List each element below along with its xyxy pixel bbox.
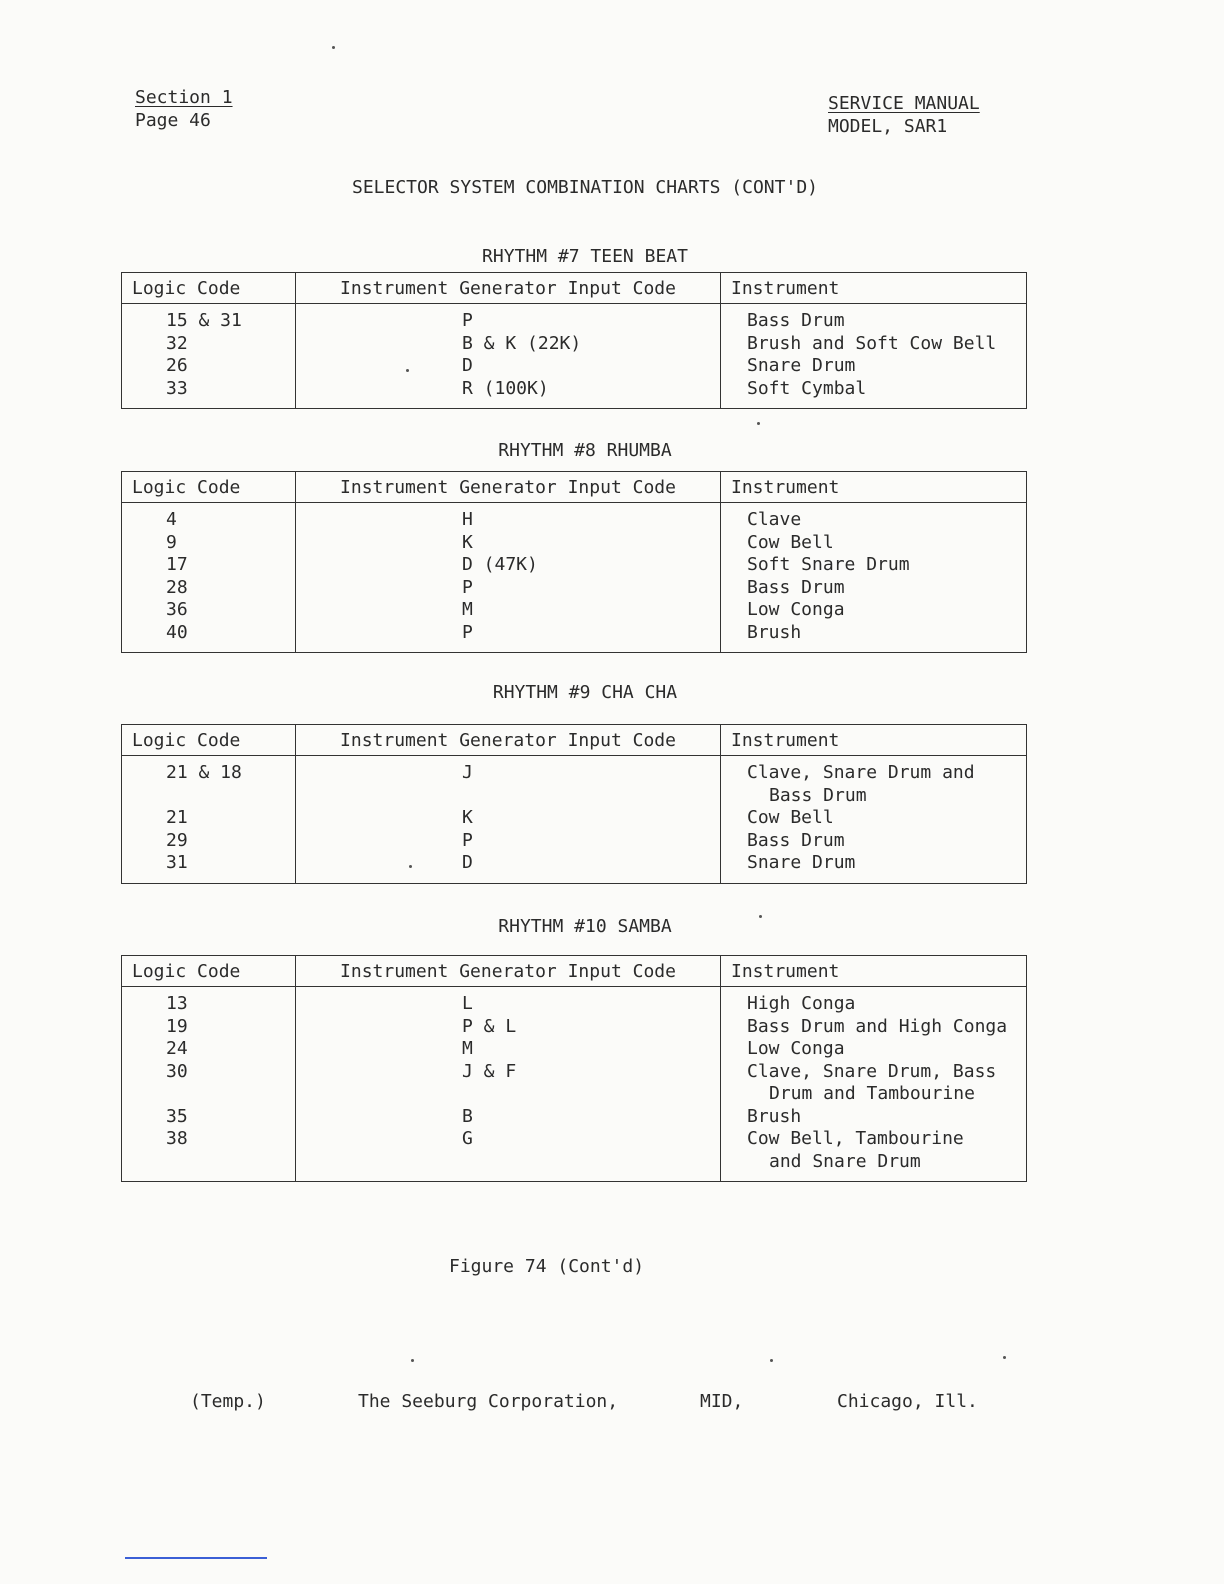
logic-code-value: 17 [166, 554, 188, 575]
row-spacer [166, 1083, 295, 1106]
input-code-value: P [462, 829, 473, 851]
scan-speck [411, 1359, 414, 1362]
combination-chart-table [121, 471, 1027, 653]
input-code-value: D [462, 852, 473, 873]
input-code-column [296, 304, 721, 409]
row-spacer [462, 785, 720, 808]
chart-row [122, 503, 1027, 653]
logic-code-value: 35 [166, 1105, 188, 1127]
instrument-value: Cow Bell, Tambourine [747, 1128, 964, 1149]
manual-header [828, 92, 980, 138]
chart-body [122, 987, 1027, 1182]
logic-code-value: 38 [166, 1128, 188, 1149]
header-instrument: Instrument [721, 725, 1027, 756]
input-code-value: J [462, 762, 473, 783]
input-code-value: M [462, 1038, 473, 1059]
logic-code-value: 31 [166, 852, 188, 873]
scan-speck [409, 865, 412, 868]
logic-code-column [122, 756, 296, 884]
logic-code-value: 40 [166, 621, 188, 643]
header-input-code: Instrument Generator Input Code [296, 956, 721, 987]
instrument-value: and Snare Drum [769, 1150, 921, 1172]
instrument-value: Clave, Snare Drum and [747, 762, 975, 783]
instrument-column [721, 987, 1027, 1182]
instrument-value: Snare Drum [747, 852, 856, 873]
section-header [135, 86, 233, 132]
input-code-value: P [462, 576, 473, 598]
instrument-value: Snare Drum [747, 355, 856, 376]
input-code-value: G [462, 1128, 473, 1149]
instrument-value: Brush and Soft Cow Bell [747, 332, 997, 354]
header-input-code: Instrument Generator Input Code [296, 472, 721, 503]
instrument-value: Brush [747, 621, 802, 643]
row-spacer [166, 785, 295, 808]
instrument-value: Clave [747, 509, 802, 530]
combination-chart-table [121, 955, 1027, 1182]
input-code-value: D [462, 355, 473, 376]
scan-speck [332, 46, 335, 49]
instrument-value: Low Conga [747, 1038, 845, 1059]
section-label: Section 1 [135, 87, 233, 108]
header-logic-code: Logic Code [122, 472, 296, 503]
instrument-value: Bass Drum and High Conga [747, 1015, 1008, 1037]
footer-city: Chicago, Ill. [837, 1391, 978, 1412]
header-instrument: Instrument [721, 273, 1027, 304]
logic-code-value: 32 [166, 332, 188, 354]
manual-title: SERVICE MANUAL [828, 93, 980, 114]
input-code-value: D (47K) [462, 554, 538, 575]
instrument-value: Bass Drum [747, 310, 845, 331]
instrument-value: Cow Bell [747, 807, 834, 828]
input-code-column [296, 503, 721, 653]
chart-title: RHYTHM #10 SAMBA [498, 916, 672, 937]
instrument-value: High Conga [747, 993, 856, 1014]
logic-code-value: 30 [166, 1060, 188, 1082]
header-instrument: Instrument [721, 472, 1027, 503]
footer-company: The Seeburg Corporation, [358, 1391, 619, 1412]
instrument-column [721, 304, 1027, 409]
logic-code-value: 21 & 18 [166, 762, 242, 783]
page-title: SELECTOR SYSTEM COMBINATION CHARTS (CONT'D) [352, 177, 818, 198]
chart-row [122, 756, 1027, 884]
input-code-value: K [462, 531, 473, 553]
chart-body [122, 304, 1027, 409]
logic-code-value: 13 [166, 993, 188, 1014]
logic-code-value: 21 [166, 807, 188, 828]
logic-code-value: 24 [166, 1038, 188, 1059]
logic-code-value: 29 [166, 829, 188, 851]
scan-speck [406, 369, 409, 372]
scan-speck [1003, 1356, 1006, 1359]
instrument-value: Drum and Tambourine [769, 1083, 975, 1104]
instrument-value: Bass Drum [747, 829, 845, 851]
header-instrument: Instrument [721, 956, 1027, 987]
logic-code-value: 4 [166, 509, 177, 530]
scan-speck [759, 915, 762, 918]
footer-temp: (Temp.) [190, 1391, 266, 1412]
row-spacer [166, 1151, 295, 1174]
input-code-value: P [462, 310, 473, 331]
logic-code-value: 9 [166, 531, 177, 553]
chart-title: RHYTHM #9 CHA CHA [492, 682, 678, 703]
instrument-value: Brush [747, 1105, 802, 1127]
logic-code-value: 33 [166, 377, 188, 399]
instrument-value: Low Conga [747, 599, 845, 620]
input-code-value: L [462, 993, 473, 1014]
header-logic-code: Logic Code [122, 725, 296, 756]
scan-speck [770, 1359, 773, 1362]
instrument-value: Cow Bell [747, 531, 834, 553]
input-code-value: P [462, 621, 473, 643]
logic-code-value: 15 & 31 [166, 310, 242, 331]
chart-row [122, 304, 1027, 409]
input-code-value: B & K (22K) [462, 332, 582, 354]
logic-code-column [122, 304, 296, 409]
input-code-value: K [462, 807, 473, 828]
chart-body [122, 756, 1027, 884]
chart-body [122, 503, 1027, 653]
input-code-value: M [462, 599, 473, 620]
input-code-value: P & L [462, 1015, 517, 1037]
header-logic-code: Logic Code [122, 273, 296, 304]
chart-title: RHYTHM #7 TEEN BEAT [482, 246, 688, 267]
row-spacer [462, 1083, 720, 1106]
instrument-value: Bass Drum [769, 784, 867, 806]
instrument-value: Clave, Snare Drum, Bass [747, 1060, 997, 1082]
logic-code-value: 28 [166, 576, 188, 598]
row-spacer [462, 1151, 720, 1174]
scan-edge-line [125, 1557, 267, 1559]
combination-chart-table [121, 724, 1027, 884]
logic-code-value: 26 [166, 355, 188, 376]
combination-chart-table [121, 272, 1027, 409]
model-label: MODEL, SAR1 [828, 116, 948, 137]
logic-code-value: 36 [166, 599, 188, 620]
input-code-column [296, 756, 721, 884]
input-code-value: H [462, 509, 473, 530]
page-number: Page 46 [135, 110, 211, 131]
logic-code-column [122, 987, 296, 1182]
logic-code-value: 19 [166, 1015, 188, 1037]
instrument-column [721, 756, 1027, 884]
chart-row [122, 987, 1027, 1182]
instrument-value: Bass Drum [747, 576, 845, 598]
input-code-value: B [462, 1105, 473, 1127]
scan-speck [757, 422, 760, 425]
figure-caption: Figure 74 (Cont'd) [449, 1256, 645, 1277]
logic-code-column [122, 503, 296, 653]
input-code-column [296, 987, 721, 1182]
chart-title: RHYTHM #8 RHUMBA [498, 440, 672, 461]
header-input-code: Instrument Generator Input Code [296, 273, 721, 304]
header-logic-code: Logic Code [122, 956, 296, 987]
input-code-value: R (100K) [462, 377, 549, 399]
input-code-value: J & F [462, 1060, 517, 1082]
instrument-value: Soft Snare Drum [747, 554, 910, 575]
instrument-column [721, 503, 1027, 653]
header-input-code: Instrument Generator Input Code [296, 725, 721, 756]
footer-dept: MID, [700, 1391, 744, 1412]
instrument-value: Soft Cymbal [747, 377, 867, 399]
